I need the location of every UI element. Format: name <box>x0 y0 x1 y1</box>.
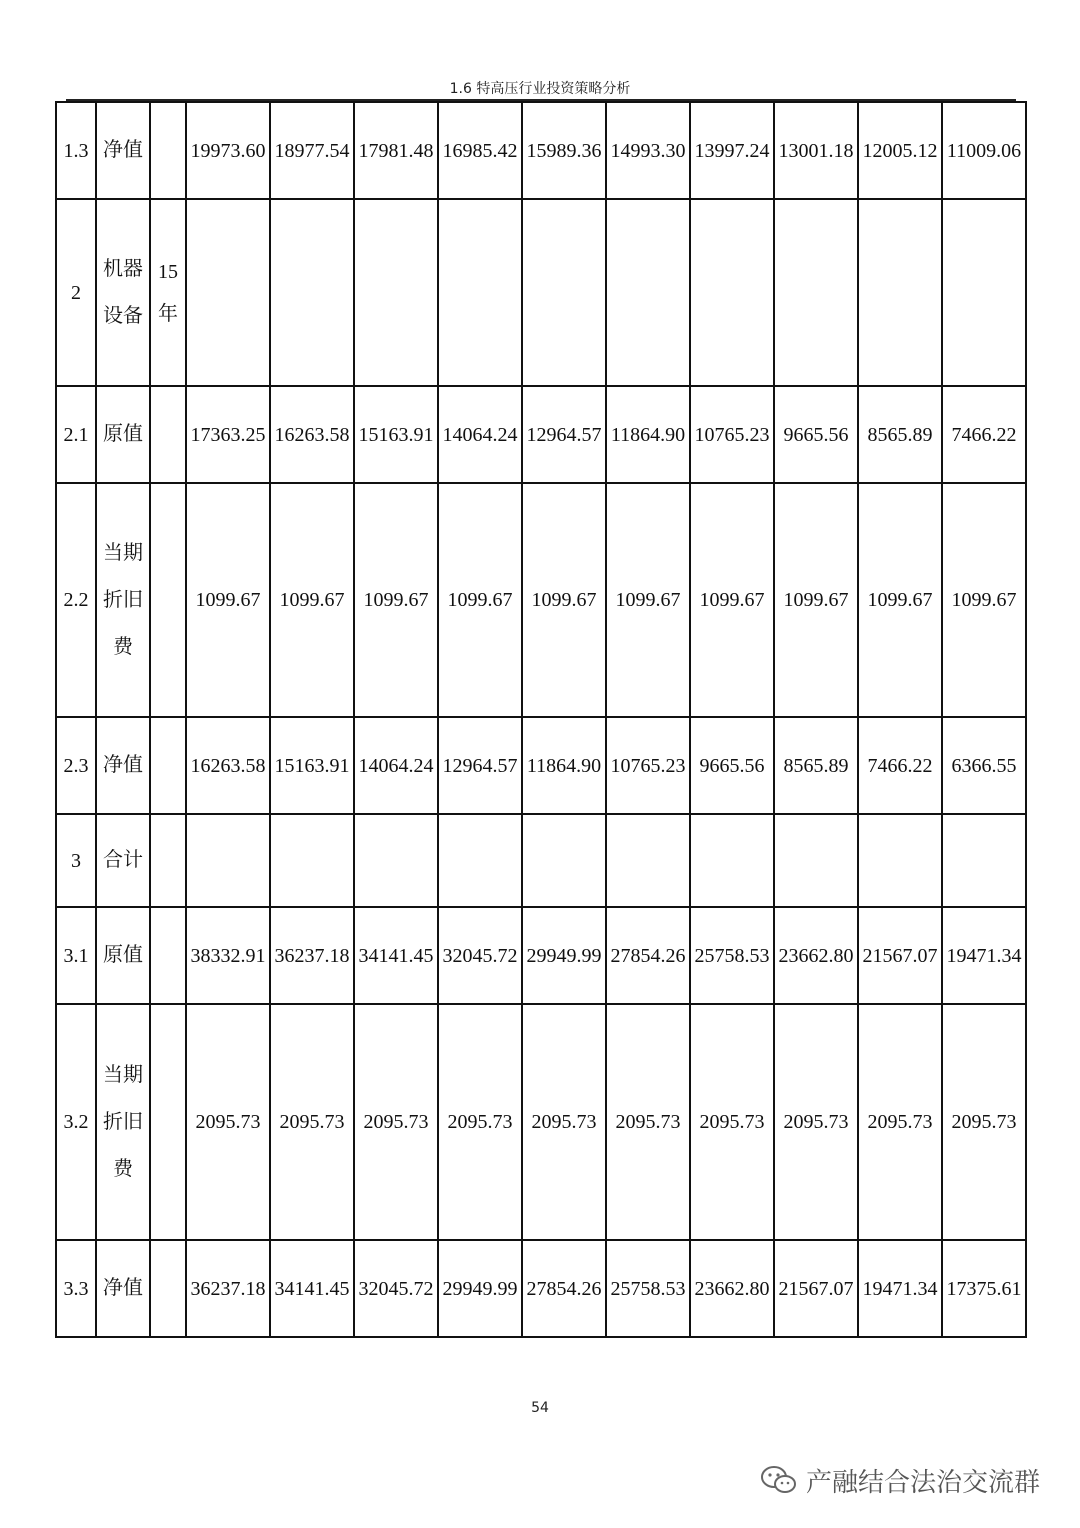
row-label-cell-text: 净值 <box>103 139 143 161</box>
row-label-cell <box>96 483 150 717</box>
value-cell <box>942 386 1026 483</box>
row-label-cell-text: 原值 <box>103 423 143 445</box>
value-cell-text: 2095.73 <box>279 1111 345 1133</box>
value-cell <box>186 483 270 717</box>
value-cell-text: 2095.73 <box>447 1111 513 1133</box>
value-cell-text: 32045.72 <box>358 1277 434 1300</box>
value-cell <box>270 386 354 483</box>
row-id-cell-text: 3.3 <box>63 1277 89 1300</box>
value-cell-text: 2095.73 <box>951 1111 1017 1133</box>
value-cell-text: 14993.30 <box>610 139 686 162</box>
value-cell <box>858 386 942 483</box>
value-cell-text: 13997.24 <box>694 139 770 162</box>
value-cell-text: 1099.67 <box>867 589 933 611</box>
row-id-cell-text: 3 <box>71 849 81 872</box>
value-cell <box>774 1240 858 1337</box>
value-cell <box>606 1240 690 1337</box>
value-cell-text: 16263.58 <box>190 754 266 777</box>
value-cell-text: 29949.99 <box>442 1277 518 1300</box>
value-cell-text: 21567.07 <box>862 944 938 967</box>
row-unit-cell <box>150 483 186 717</box>
row-label-cell-text: 净值 <box>103 754 143 776</box>
value-cell-text: 1099.67 <box>447 589 513 611</box>
value-cell <box>942 102 1026 199</box>
value-cell <box>186 199 270 386</box>
wechat-icon <box>760 1464 798 1496</box>
value-cell <box>942 717 1026 814</box>
row-id-cell-text: 2.3 <box>63 754 89 777</box>
value-cell <box>270 814 354 907</box>
value-cell-text: 12964.57 <box>442 754 518 777</box>
value-cell-text: 1099.67 <box>615 589 681 611</box>
value-cell <box>522 483 606 717</box>
value-cell <box>774 907 858 1004</box>
value-cell-text: 17375.61 <box>946 1277 1022 1300</box>
value-cell <box>690 386 774 483</box>
value-cell <box>774 102 858 199</box>
value-cell <box>270 102 354 199</box>
value-cell <box>690 717 774 814</box>
value-cell <box>942 1004 1026 1240</box>
value-cell-text: 38332.91 <box>190 944 266 967</box>
value-cell <box>186 814 270 907</box>
row-id-cell-text: 2.2 <box>63 589 89 611</box>
value-cell-text: 15989.36 <box>526 139 602 162</box>
value-cell <box>690 814 774 907</box>
value-cell <box>774 717 858 814</box>
value-cell <box>858 907 942 1004</box>
row-id-cell-text: 3.1 <box>63 944 89 967</box>
value-cell-text: 1099.67 <box>783 589 849 611</box>
row-label-cell <box>96 1240 150 1337</box>
value-cell <box>438 483 522 717</box>
value-cell <box>270 907 354 1004</box>
value-cell-text: 1099.67 <box>279 589 345 611</box>
row-label-cell <box>96 814 150 907</box>
value-cell <box>606 814 690 907</box>
value-cell <box>606 386 690 483</box>
value-cell <box>858 199 942 386</box>
value-cell <box>186 386 270 483</box>
value-cell <box>774 386 858 483</box>
value-cell-text: 16985.42 <box>442 139 518 162</box>
row-id-cell-text: 3.2 <box>63 1111 89 1133</box>
value-cell-text: 34141.45 <box>274 1277 350 1300</box>
row-id-cell <box>56 1004 96 1240</box>
row-label-cell <box>96 907 150 1004</box>
value-cell-text: 36237.18 <box>274 944 350 967</box>
row-id-cell <box>56 483 96 717</box>
value-cell <box>942 1240 1026 1337</box>
value-cell <box>354 199 438 386</box>
value-cell <box>522 907 606 1004</box>
value-cell-text: 2095.73 <box>783 1111 849 1133</box>
value-cell-text: 1099.67 <box>363 589 429 611</box>
value-cell <box>942 814 1026 907</box>
value-cell-text: 2095.73 <box>531 1111 597 1133</box>
value-cell-text: 15163.91 <box>274 754 350 777</box>
row-id-cell-text: 2 <box>71 281 81 304</box>
value-cell <box>774 483 858 717</box>
depreciation-table <box>55 101 1027 1338</box>
row-unit-cell <box>150 199 186 386</box>
row-id-cell-text: 1.3 <box>63 139 89 162</box>
value-cell-text: 18977.54 <box>274 139 350 162</box>
value-cell <box>942 199 1026 386</box>
value-cell-text: 32045.72 <box>442 944 518 967</box>
value-cell-text: 13001.18 <box>778 139 854 162</box>
value-cell-text: 1099.67 <box>531 589 597 611</box>
value-cell <box>942 483 1026 717</box>
value-cell <box>438 1240 522 1337</box>
value-cell <box>354 814 438 907</box>
value-cell <box>186 717 270 814</box>
value-cell-text: 8565.89 <box>867 423 933 446</box>
value-cell-text: 6366.55 <box>951 754 1017 777</box>
value-cell-text: 1099.67 <box>699 589 765 611</box>
value-cell <box>438 102 522 199</box>
row-id-cell <box>56 199 96 386</box>
value-cell-text: 19973.60 <box>190 139 266 162</box>
value-cell-text: 15163.91 <box>358 423 434 446</box>
value-cell-text: 27854.26 <box>610 944 686 967</box>
value-cell <box>270 199 354 386</box>
row-label-cell <box>96 1004 150 1240</box>
row-unit-cell <box>150 814 186 907</box>
value-cell-text: 1099.67 <box>195 589 261 611</box>
value-cell <box>690 1004 774 1240</box>
value-cell <box>858 717 942 814</box>
value-cell-text: 14064.24 <box>358 754 434 777</box>
value-cell-text: 2095.73 <box>699 1111 765 1133</box>
value-cell-text: 2095.73 <box>615 1111 681 1133</box>
value-cell <box>606 102 690 199</box>
value-cell <box>522 717 606 814</box>
value-cell <box>186 1004 270 1240</box>
value-cell-text: 17981.48 <box>358 139 434 162</box>
page-number: 54 <box>531 1400 549 1416</box>
value-cell <box>270 1004 354 1240</box>
table-row <box>56 1240 1026 1337</box>
value-cell <box>522 386 606 483</box>
row-id-cell <box>56 102 96 199</box>
page-header: 1.6 特高压行业投资策略分析 <box>449 81 631 97</box>
row-label-cell-text: 当期折旧费 <box>103 1063 143 1180</box>
value-cell-text: 2095.73 <box>195 1111 261 1133</box>
value-cell <box>606 1004 690 1240</box>
value-cell <box>270 483 354 717</box>
value-cell <box>522 199 606 386</box>
value-cell-text: 19471.34 <box>862 1277 938 1300</box>
value-cell <box>438 907 522 1004</box>
value-cell-text: 9665.56 <box>783 423 849 446</box>
value-cell <box>690 199 774 386</box>
value-cell-text: 25758.53 <box>610 1277 686 1300</box>
value-cell-text: 29949.99 <box>526 944 602 967</box>
value-cell <box>354 102 438 199</box>
value-cell <box>606 907 690 1004</box>
value-cell <box>354 907 438 1004</box>
table-row <box>56 199 1026 386</box>
row-unit-cell <box>150 717 186 814</box>
value-cell <box>354 717 438 814</box>
value-cell-text: 11864.90 <box>610 423 686 446</box>
value-cell-text: 12005.12 <box>862 139 938 162</box>
row-label-cell <box>96 102 150 199</box>
value-cell <box>690 483 774 717</box>
value-cell <box>690 907 774 1004</box>
row-label-cell <box>96 199 150 386</box>
value-cell-text: 1099.67 <box>951 589 1017 611</box>
value-cell <box>522 1240 606 1337</box>
value-cell-text: 25758.53 <box>694 944 770 967</box>
value-cell <box>186 102 270 199</box>
value-cell <box>606 483 690 717</box>
value-cell-text: 10765.23 <box>610 754 686 777</box>
value-cell-text: 11864.90 <box>526 754 602 777</box>
watermark <box>760 1460 1040 1500</box>
value-cell-text: 34141.45 <box>358 944 434 967</box>
value-cell-text: 9665.56 <box>699 754 765 777</box>
value-cell-text: 12964.57 <box>526 423 602 446</box>
row-unit-cell <box>150 1004 186 1240</box>
value-cell <box>774 814 858 907</box>
value-cell <box>858 483 942 717</box>
value-cell <box>438 1004 522 1240</box>
row-label-cell-text: 净值 <box>103 1277 143 1299</box>
value-cell <box>606 717 690 814</box>
row-label-cell-text: 原值 <box>103 944 143 966</box>
row-label-cell <box>96 386 150 483</box>
value-cell-text: 7466.22 <box>951 423 1017 446</box>
table-row <box>56 907 1026 1004</box>
row-label-cell-text: 合计 <box>103 849 143 871</box>
value-cell <box>270 1240 354 1337</box>
value-cell <box>774 1004 858 1240</box>
row-unit-cell <box>150 1240 186 1337</box>
row-unit-cell <box>150 102 186 199</box>
value-cell <box>438 386 522 483</box>
value-cell <box>858 1004 942 1240</box>
value-cell-text: 2095.73 <box>867 1111 933 1133</box>
value-cell <box>774 199 858 386</box>
value-cell <box>438 717 522 814</box>
watermark-text: 产融结合法治交流群 <box>806 1467 1041 1498</box>
value-cell <box>354 386 438 483</box>
row-id-cell <box>56 717 96 814</box>
value-cell <box>354 1240 438 1337</box>
row-id-cell-text: 2.1 <box>63 423 89 446</box>
table-row <box>56 102 1026 199</box>
value-cell <box>858 102 942 199</box>
table-row <box>56 717 1026 814</box>
row-label-cell-text: 机器设备 <box>103 257 143 327</box>
row-unit-cell <box>150 907 186 1004</box>
value-cell-text: 23662.80 <box>694 1277 770 1300</box>
value-cell <box>522 1004 606 1240</box>
value-cell-text: 27854.26 <box>526 1277 602 1300</box>
value-cell <box>354 1004 438 1240</box>
value-cell <box>186 1240 270 1337</box>
table-row <box>56 386 1026 483</box>
value-cell <box>690 1240 774 1337</box>
row-label-cell-text: 当期折旧费 <box>103 541 143 658</box>
table-row <box>56 1004 1026 1240</box>
value-cell-text: 11009.06 <box>946 139 1022 162</box>
value-cell-text: 14064.24 <box>442 423 518 446</box>
row-id-cell <box>56 814 96 907</box>
value-cell <box>858 1240 942 1337</box>
row-id-cell <box>56 1240 96 1337</box>
value-cell-text: 19471.34 <box>946 944 1022 967</box>
value-cell-text: 17363.25 <box>190 423 266 446</box>
value-cell <box>690 102 774 199</box>
row-label-cell <box>96 717 150 814</box>
row-unit-cell <box>150 386 186 483</box>
value-cell <box>438 814 522 907</box>
value-cell <box>942 907 1026 1004</box>
value-cell-text: 8565.89 <box>783 754 849 777</box>
value-cell-text: 16263.58 <box>274 423 350 446</box>
table-row <box>56 814 1026 907</box>
value-cell <box>522 102 606 199</box>
row-unit-cell-text: 15年 <box>158 260 178 325</box>
row-id-cell <box>56 386 96 483</box>
value-cell <box>858 814 942 907</box>
value-cell <box>438 199 522 386</box>
value-cell <box>522 814 606 907</box>
value-cell-text: 2095.73 <box>363 1111 429 1133</box>
value-cell-text: 36237.18 <box>190 1277 266 1300</box>
value-cell <box>186 907 270 1004</box>
value-cell-text: 10765.23 <box>694 423 770 446</box>
value-cell-text: 7466.22 <box>867 754 933 777</box>
value-cell <box>606 199 690 386</box>
value-cell-text: 21567.07 <box>778 1277 854 1300</box>
table-row <box>56 483 1026 717</box>
value-cell-text: 23662.80 <box>778 944 854 967</box>
value-cell <box>270 717 354 814</box>
row-id-cell <box>56 907 96 1004</box>
value-cell <box>354 483 438 717</box>
